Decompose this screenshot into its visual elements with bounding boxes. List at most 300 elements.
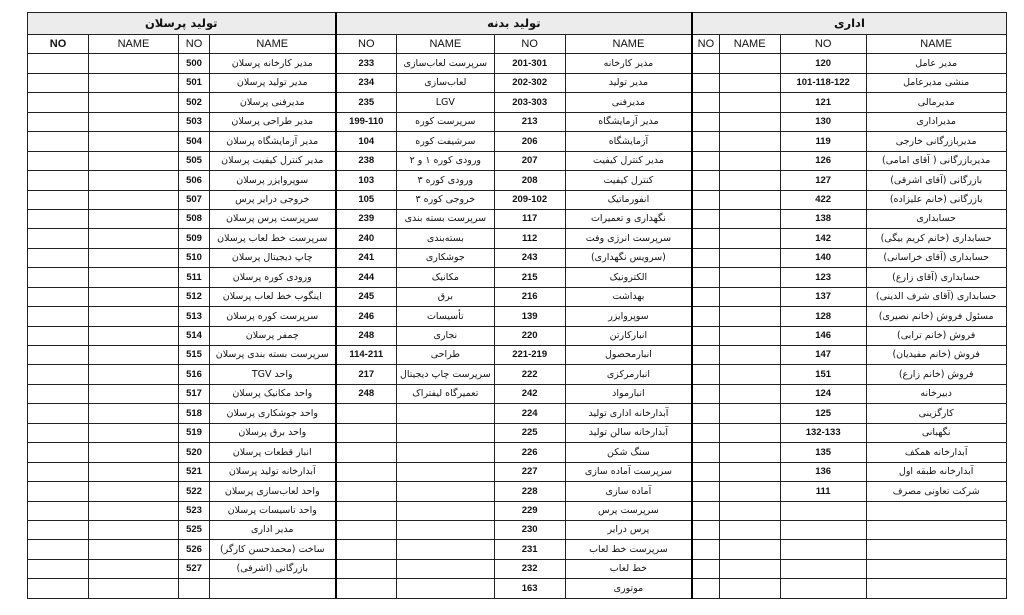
extension-number-cell: 504 — [179, 132, 210, 151]
name-cell: مدیراداری — [866, 112, 1006, 131]
column-header: NO — [336, 35, 397, 54]
name-cell: سرپرست بسته بندی پرسلان — [210, 346, 336, 365]
extension-number-cell: 215 — [494, 268, 565, 287]
extension-number-cell — [336, 540, 397, 559]
extension-number-cell — [28, 151, 89, 170]
extension-number-cell: 136 — [780, 462, 866, 481]
table-row — [28, 171, 1007, 190]
extension-number-cell: 240 — [336, 229, 397, 248]
name-cell: خط لعاب — [565, 559, 692, 578]
extension-number-cell: 234 — [336, 73, 397, 92]
name-cell — [89, 482, 179, 501]
extension-number-cell: 123 — [780, 268, 866, 287]
extension-number-cell — [336, 579, 397, 598]
extension-number-cell — [692, 73, 719, 92]
name-cell: برق — [397, 287, 495, 306]
extension-number-cell — [692, 462, 719, 481]
extension-number-cell — [336, 404, 397, 423]
extension-number-cell: 119 — [780, 132, 866, 151]
extension-number-cell — [28, 307, 89, 326]
table-row — [28, 423, 1007, 442]
column-header: NO — [692, 35, 719, 54]
name-cell: آماده سازی — [565, 482, 692, 501]
column-header: NO — [494, 35, 565, 54]
name-cell — [89, 540, 179, 559]
extension-number-cell: 520 — [179, 443, 210, 462]
name-cell — [89, 268, 179, 287]
extension-number-cell: 245 — [336, 287, 397, 306]
name-cell — [89, 501, 179, 520]
name-cell: انفورماتیک — [565, 190, 692, 209]
name-cell: واحد مکانیک پرسلان — [210, 384, 336, 403]
name-cell: چمفر پرسلان — [210, 326, 336, 345]
table-row — [28, 579, 1007, 598]
name-cell — [719, 54, 780, 73]
name-cell: انبارکارتن — [565, 326, 692, 345]
extension-number-cell — [28, 326, 89, 345]
extension-number-cell: 140 — [780, 248, 866, 267]
extension-number-cell: 515 — [179, 346, 210, 365]
extension-number-cell — [780, 501, 866, 520]
name-cell — [719, 268, 780, 287]
extension-number-cell — [28, 443, 89, 462]
name-cell — [719, 404, 780, 423]
name-cell: کنترل کیفیت — [565, 171, 692, 190]
extension-number-cell: 126 — [780, 151, 866, 170]
name-cell — [89, 73, 179, 92]
extension-number-cell — [692, 229, 719, 248]
extension-number-cell — [780, 520, 866, 539]
group-title: اداری — [692, 13, 1006, 35]
name-cell: موتوری — [565, 579, 692, 598]
extension-number-cell: 225 — [494, 423, 565, 442]
name-cell — [719, 112, 780, 131]
name-cell: واحد لعاب‌سازی پرسلان — [210, 482, 336, 501]
extension-number-cell: 422 — [780, 190, 866, 209]
extension-number-cell: 135 — [780, 443, 866, 462]
directory-body — [28, 13, 1007, 599]
extension-number-cell: 514 — [179, 326, 210, 345]
name-cell — [719, 132, 780, 151]
name-cell — [719, 248, 780, 267]
extension-number-cell — [28, 559, 89, 578]
name-cell — [397, 579, 495, 598]
name-cell: حسابداری (آقای خراسانی) — [866, 248, 1006, 267]
extension-number-cell — [692, 307, 719, 326]
extension-number-cell: 242 — [494, 384, 565, 403]
group-header-row — [28, 13, 1007, 35]
name-cell — [719, 443, 780, 462]
name-cell: مدیرمالی — [866, 93, 1006, 112]
extension-number-cell: 248 — [336, 384, 397, 403]
column-header: NO — [179, 35, 210, 54]
name-cell: نگهبانی — [866, 423, 1006, 442]
extension-number-cell — [28, 73, 89, 92]
extension-number-cell: 103 — [336, 171, 397, 190]
name-cell — [397, 462, 495, 481]
extension-number-cell: 509 — [179, 229, 210, 248]
extension-number-cell: 503 — [179, 112, 210, 131]
extension-number-cell — [28, 229, 89, 248]
extension-number-cell — [28, 423, 89, 442]
extension-number-cell — [692, 443, 719, 462]
extension-number-cell: 228 — [494, 482, 565, 501]
name-cell — [719, 209, 780, 228]
extension-number-cell: 527 — [179, 559, 210, 578]
name-cell: سرپرست پرس — [565, 501, 692, 520]
extension-number-cell — [692, 248, 719, 267]
name-cell: بهداشت — [565, 287, 692, 306]
table-row — [28, 151, 1007, 170]
extension-number-cell — [692, 482, 719, 501]
name-cell — [719, 423, 780, 442]
name-cell — [89, 209, 179, 228]
extension-number-cell: 142 — [780, 229, 866, 248]
table-row — [28, 346, 1007, 365]
name-cell: مدیربازرگانی خارجی — [866, 132, 1006, 151]
table-row — [28, 462, 1007, 481]
name-cell: آبدارخانه سالن تولید — [565, 423, 692, 442]
extension-number-cell: 505 — [179, 151, 210, 170]
column-header: NAME — [397, 35, 495, 54]
extension-number-cell: 208 — [494, 171, 565, 190]
name-cell — [89, 112, 179, 131]
extension-number-cell: 526 — [179, 540, 210, 559]
name-cell: سرپرست بسته بندی — [397, 209, 495, 228]
extension-number-cell: 224 — [494, 404, 565, 423]
table-row — [28, 384, 1007, 403]
name-cell — [719, 93, 780, 112]
name-cell: آبدارخانه همکف — [866, 443, 1006, 462]
name-cell: مکانیک — [397, 268, 495, 287]
table-row — [28, 482, 1007, 501]
name-cell: مدیر آزمایشگاه پرسلان — [210, 132, 336, 151]
extension-number-cell — [692, 287, 719, 306]
table-row — [28, 501, 1007, 520]
table-row — [28, 307, 1007, 326]
column-header: NO — [780, 35, 866, 54]
column-header: NO — [28, 35, 89, 54]
name-cell — [719, 346, 780, 365]
name-cell — [719, 579, 780, 598]
extension-number-cell: 235 — [336, 93, 397, 112]
name-cell — [719, 365, 780, 384]
extension-number-cell: 105 — [336, 190, 397, 209]
name-cell — [397, 482, 495, 501]
table-row — [28, 93, 1007, 112]
extension-number-cell: 230 — [494, 520, 565, 539]
extension-number-cell: 137 — [780, 287, 866, 306]
name-cell — [866, 579, 1006, 598]
name-cell — [89, 190, 179, 209]
extension-number-cell — [28, 287, 89, 306]
name-cell — [89, 384, 179, 403]
extension-number-cell — [28, 462, 89, 481]
table-row — [28, 73, 1007, 92]
name-cell: شرکت تعاونی مصرف — [866, 482, 1006, 501]
table-row — [28, 365, 1007, 384]
name-cell: کارگزینی — [866, 404, 1006, 423]
name-cell: تعمیرگاه لیفتراک — [397, 384, 495, 403]
name-cell: مدیر عامل — [866, 54, 1006, 73]
name-cell — [397, 443, 495, 462]
name-cell: مدیرفنی — [565, 93, 692, 112]
extension-number-cell: 226 — [494, 443, 565, 462]
extension-number-cell: 238 — [336, 151, 397, 170]
table-row — [28, 209, 1007, 228]
name-cell — [719, 287, 780, 306]
name-cell: مدیر تولید — [565, 73, 692, 92]
name-cell: ورودی کوره ۱ و ۲ — [397, 151, 495, 170]
name-cell — [866, 540, 1006, 559]
name-cell — [719, 520, 780, 539]
extension-number-cell: 101-118-122 — [780, 73, 866, 92]
name-cell — [719, 462, 780, 481]
name-cell — [719, 73, 780, 92]
name-cell: انبارمرکزی — [565, 365, 692, 384]
extension-number-cell: 507 — [179, 190, 210, 209]
extension-number-cell — [28, 54, 89, 73]
extension-number-cell: 248 — [336, 326, 397, 345]
extension-number-cell — [28, 268, 89, 287]
extension-number-cell: 117 — [494, 209, 565, 228]
phone-directory — [27, 12, 1007, 599]
name-cell: فروش (خانم زارع) — [866, 365, 1006, 384]
extension-number-cell: 523 — [179, 501, 210, 520]
name-cell — [397, 540, 495, 559]
name-cell: چاپ دیجیتال پرسلان — [210, 248, 336, 267]
name-cell: ورودی کوره پرسلان — [210, 268, 336, 287]
name-cell: سوپروایزر پرسلان — [210, 171, 336, 190]
group-title: تولید پرسلان — [28, 13, 336, 35]
name-cell — [89, 287, 179, 306]
name-cell: سنگ شکن — [565, 443, 692, 462]
name-cell — [89, 151, 179, 170]
extension-number-cell — [28, 520, 89, 539]
name-cell — [719, 540, 780, 559]
name-cell: سرپرست آماده سازی — [565, 462, 692, 481]
extension-number-cell: 231 — [494, 540, 565, 559]
name-cell — [89, 443, 179, 462]
name-cell: سرپرست انرژی وفت — [565, 229, 692, 248]
name-cell: ورودی کوره ۳ — [397, 171, 495, 190]
name-cell: آبدارخانه تولید پرسلان — [210, 462, 336, 481]
name-cell: جوشکاری — [397, 248, 495, 267]
name-cell — [89, 520, 179, 539]
column-header: NAME — [866, 35, 1006, 54]
extension-number-cell — [28, 132, 89, 151]
extension-number-cell: 216 — [494, 287, 565, 306]
name-cell: حسابداری (آقای شرف الدینی) — [866, 287, 1006, 306]
extension-number-cell — [28, 501, 89, 520]
extension-number-cell: 511 — [179, 268, 210, 287]
name-cell: مدیرفنی پرسلان — [210, 93, 336, 112]
extension-number-cell: 207 — [494, 151, 565, 170]
extension-number-cell: 522 — [179, 482, 210, 501]
name-cell: خروجی کوره ۳ — [397, 190, 495, 209]
name-cell — [89, 559, 179, 578]
extension-number-cell: 506 — [179, 171, 210, 190]
extension-number-cell: 201-301 — [494, 54, 565, 73]
name-cell: تأسیسات — [397, 307, 495, 326]
extension-number-cell: 243 — [494, 248, 565, 267]
extension-number-cell — [28, 112, 89, 131]
name-cell — [89, 229, 179, 248]
extension-number-cell — [336, 501, 397, 520]
name-cell — [397, 559, 495, 578]
name-cell — [89, 132, 179, 151]
name-cell: بازرگانی (آقای اشرقی) — [866, 171, 1006, 190]
extension-number-cell: 127 — [780, 171, 866, 190]
extension-number-cell: 508 — [179, 209, 210, 228]
extension-number-cell: 138 — [780, 209, 866, 228]
extension-number-cell — [336, 462, 397, 481]
name-cell: اینگوب خط لعاب پرسلان — [210, 287, 336, 306]
name-cell — [719, 229, 780, 248]
table-row — [28, 559, 1007, 578]
extension-number-cell: 124 — [780, 384, 866, 403]
extension-number-cell — [28, 365, 89, 384]
extension-number-cell — [692, 423, 719, 442]
extension-number-cell — [336, 482, 397, 501]
name-cell: (سرویس نگهداری) — [565, 248, 692, 267]
extension-number-cell — [692, 520, 719, 539]
extension-number-cell: 199-110 — [336, 112, 397, 131]
name-cell — [719, 171, 780, 190]
name-cell: واحد جوشکاری پرسلان — [210, 404, 336, 423]
extension-number-cell: 112 — [494, 229, 565, 248]
extension-number-cell: 213 — [494, 112, 565, 131]
extension-number-cell — [28, 384, 89, 403]
name-cell — [89, 346, 179, 365]
extension-number-cell — [692, 268, 719, 287]
extension-number-cell — [692, 190, 719, 209]
extension-number-cell: 518 — [179, 404, 210, 423]
name-cell: واحد TGV — [210, 365, 336, 384]
extension-number-cell: 502 — [179, 93, 210, 112]
extension-number-cell: 202-302 — [494, 73, 565, 92]
extension-number-cell — [28, 93, 89, 112]
name-cell: آبدارخانه طبقه اول — [866, 462, 1006, 481]
name-cell: الکترونیک — [565, 268, 692, 287]
name-cell — [89, 248, 179, 267]
table-row — [28, 229, 1007, 248]
extension-number-cell: 146 — [780, 326, 866, 345]
name-cell: ساخت (محمدحسن کارگر) — [210, 540, 336, 559]
extension-number-cell — [692, 93, 719, 112]
extension-number-cell: 229 — [494, 501, 565, 520]
name-cell: مدیربازرگانی ( آقای امامی) — [866, 151, 1006, 170]
name-cell: نگهداری و تعمیرات — [565, 209, 692, 228]
name-cell: واحد برق پرسلان — [210, 423, 336, 442]
column-header: NAME — [719, 35, 780, 54]
name-cell: مدیر آزمایشگاه — [565, 112, 692, 131]
extension-number-cell: 244 — [336, 268, 397, 287]
extension-number-cell: 104 — [336, 132, 397, 151]
name-cell: مدیر کنترل کیفیت پرسلان — [210, 151, 336, 170]
name-cell — [89, 307, 179, 326]
name-cell: مدیر اداری — [210, 520, 336, 539]
name-cell: انبارمحصول — [565, 346, 692, 365]
extension-number-cell: 525 — [179, 520, 210, 539]
name-cell: فروش (خانم مفیدیان) — [866, 346, 1006, 365]
table-row — [28, 54, 1007, 73]
extension-number-cell — [692, 404, 719, 423]
extension-number-cell: 128 — [780, 307, 866, 326]
extension-number-cell: 147 — [780, 346, 866, 365]
column-header: NAME — [565, 35, 692, 54]
extension-number-cell — [692, 540, 719, 559]
extension-number-cell — [780, 559, 866, 578]
table-row — [28, 190, 1007, 209]
name-cell — [719, 151, 780, 170]
extension-number-cell — [692, 501, 719, 520]
name-cell: حسابداری (آقای زارع) — [866, 268, 1006, 287]
name-cell: نجاری — [397, 326, 495, 345]
name-cell: سرپرست لعاب‌سازی — [397, 54, 495, 73]
name-cell — [397, 501, 495, 520]
extension-number-cell — [780, 540, 866, 559]
extension-number-cell — [692, 209, 719, 228]
name-cell: سرپرست خط لعاب — [565, 540, 692, 559]
extension-number-cell: 221-219 — [494, 346, 565, 365]
extension-number-cell: 120 — [780, 54, 866, 73]
table-row — [28, 112, 1007, 131]
extension-number-cell — [692, 151, 719, 170]
extension-number-cell: 222 — [494, 365, 565, 384]
extension-number-cell — [692, 112, 719, 131]
table-row — [28, 520, 1007, 539]
extension-number-cell: 239 — [336, 209, 397, 228]
table-row — [28, 404, 1007, 423]
name-cell — [866, 501, 1006, 520]
name-cell: انبار قطعات پرسلان — [210, 443, 336, 462]
extension-number-cell: 139 — [494, 307, 565, 326]
name-cell — [89, 326, 179, 345]
extension-number-cell: 516 — [179, 365, 210, 384]
name-cell — [719, 384, 780, 403]
extension-number-cell — [28, 248, 89, 267]
name-cell: مسئول فروش (خانم نصیری) — [866, 307, 1006, 326]
extension-number-cell — [28, 171, 89, 190]
table-row — [28, 132, 1007, 151]
name-cell: سوپروایزر — [565, 307, 692, 326]
table-row — [28, 326, 1007, 345]
column-header-row — [28, 35, 1007, 54]
name-cell: مدیر کارخانه — [565, 54, 692, 73]
extension-number-cell — [28, 482, 89, 501]
name-cell: LGV — [397, 93, 495, 112]
name-cell: فروش (خانم ترابی) — [866, 326, 1006, 345]
name-cell: لعاب‌سازی — [397, 73, 495, 92]
name-cell: سرپرست چاپ دیجیتال — [397, 365, 495, 384]
name-cell: پرس درایر — [565, 520, 692, 539]
extension-number-cell — [692, 384, 719, 403]
extension-number-cell — [692, 326, 719, 345]
name-cell: حسابداری (خانم کریم بیگی) — [866, 229, 1006, 248]
extension-number-cell — [780, 579, 866, 598]
extension-number-cell: 132-133 — [780, 423, 866, 442]
extension-number-cell: 125 — [780, 404, 866, 423]
extension-number-cell: 512 — [179, 287, 210, 306]
extension-number-cell: 209-102 — [494, 190, 565, 209]
name-cell — [866, 520, 1006, 539]
extension-number-cell — [692, 171, 719, 190]
extension-number-cell — [692, 579, 719, 598]
extension-number-cell: 114-211 — [336, 346, 397, 365]
name-cell: بازرگانی (اشرفی) — [210, 559, 336, 578]
name-cell — [397, 404, 495, 423]
